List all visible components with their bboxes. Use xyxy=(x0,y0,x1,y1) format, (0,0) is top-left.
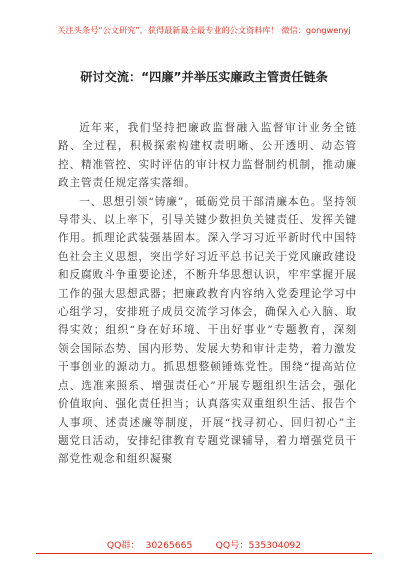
footer-contact: QQ群： 30265665 QQ号：535304092 xyxy=(106,540,302,551)
header-notice: 关注头条号“公文研究”，获得最新最全最专业的公文资料库！ 微信：gongwenyj xyxy=(57,25,351,35)
footer-divider xyxy=(36,553,372,554)
section-one-paragraph: 一、思想引领“铸廉”，砥砺党员干部清廉本色。坚持领导带头、以上率下，引导关键少数担负关键责任、发挥关键作用。抓理论武装强基固本。深入学习习近平新时代中国特色社会主义思想，突出学好习近平总书记关于党风廉政建设和反腐败斗争重要论述，不断升华思想认识，牢牢掌握开展工作的强大思想武器；把廉政教育内容纳入党委理论学习中心组学习，安排班子成员交流学习体会，确保入心入脑、取得实效；组织“身在好环境、干出好事业”专题教育，深刻领会国际态势、国内形势、发展大势和审计走势，着力激发干事创业的源动力。抓思想整顿锤炼党性。围绕“提高站位点、选准来照系、增强责任心”开展专题组织生活会，强化价值取向、强化责任担当；认真落实双重组织生活、报告个人事项、述责述廉等制度，开展“找寻初心、回归初心”主题党日活动，安排纪律教育专题党课辅导，着力增强党员干部党性观念和组织凝聚 xyxy=(58,195,357,466)
document-body xyxy=(58,119,357,469)
document-title: 研讨交流：“四廉”并举压实廉政主管责任链条 xyxy=(80,70,328,84)
intro-paragraph: 近年来，我们坚持把廉政监督融入监督审计业务全链路、全过程，积极探索构建权责明晰、公开透明、动态管控、精准管控、实时评估的审计权力监督制约机制，推动廉政主管责任规定落实落细。 xyxy=(58,122,357,190)
